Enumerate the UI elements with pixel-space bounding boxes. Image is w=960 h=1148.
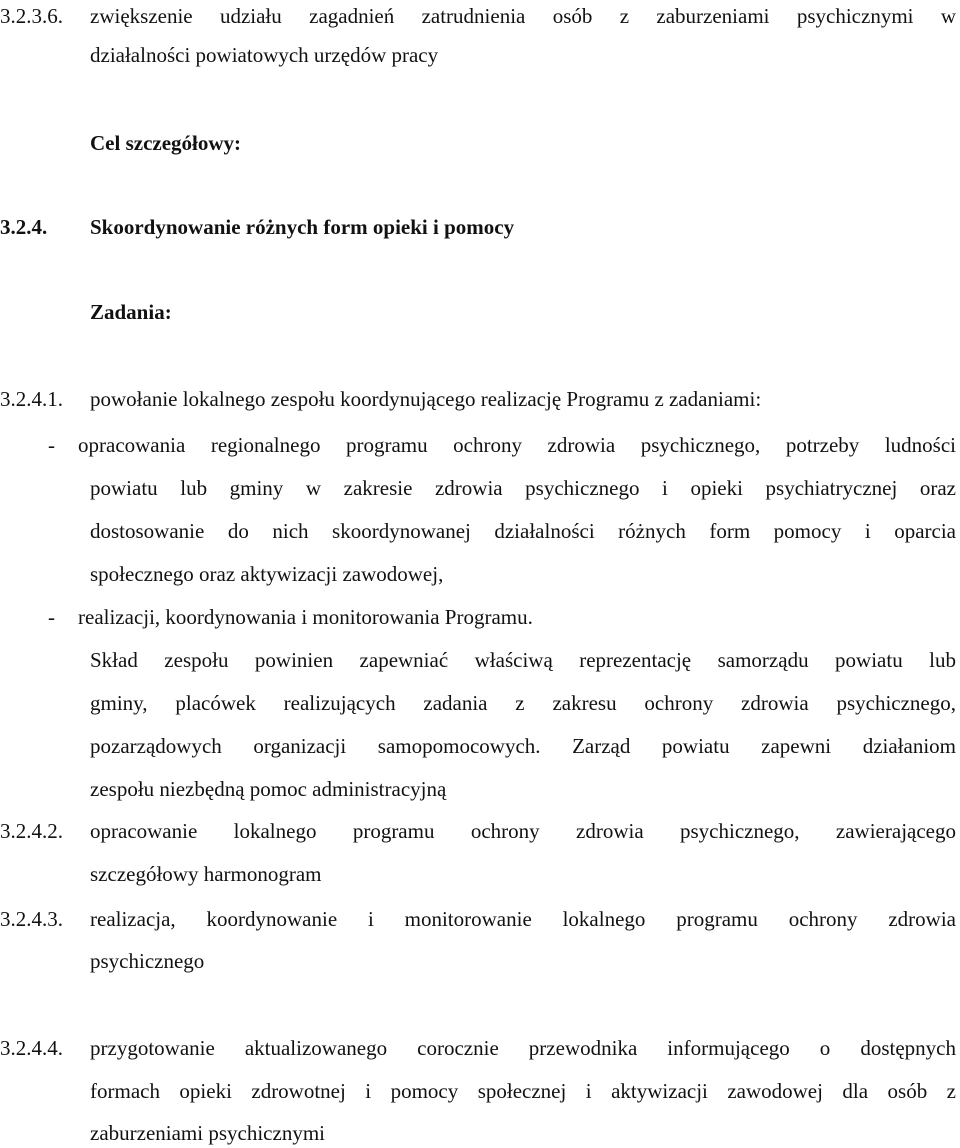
bullet-text-line: realizacji, koordynowania i monitorowania Programu.	[78, 605, 533, 629]
paragraph-line: pozarządowych organizacji samopomocowych. Zarząd powiatu zapewni działaniom	[90, 734, 956, 758]
paragraph-line: gminy, placówek realizujących zadania z zakresu ochrony zdrowia psychicznego,	[90, 691, 956, 715]
section-label-zadania: Zadania:	[90, 300, 172, 324]
paragraph-line: Skład zespołu powinien zapewniać właściwą reprezentację samorządu powiatu lub	[90, 648, 956, 672]
bullet-dash: -	[48, 605, 55, 629]
item-text-line: szczegółowy harmonogram	[90, 862, 322, 886]
item-text-line: powołanie lokalnego zespołu koordynującego realizację Programu z zadaniami:	[90, 387, 762, 411]
bullet-text-line: społecznego oraz aktywizacji zawodowej,	[90, 562, 444, 586]
bullet-text-line: powiatu lub gminy w zakresie zdrowia psychicznego i opieki psychiatrycznej oraz	[90, 476, 956, 500]
item-text-line: opracowanie lokalnego programu ochrony zdrowia psychicznego, zawierającego	[90, 819, 956, 843]
item-number: 3.2.4.	[0, 215, 48, 239]
item-number: 3.2.4.3.	[0, 907, 63, 931]
bullet-dash: -	[48, 433, 55, 457]
item-text-line: formach opieki zdrowotnej i pomocy społecznej i aktywizacji zawodowej dla osób z	[90, 1079, 956, 1103]
item-text-line: realizacja, koordynowanie i monitorowanie lokalnego programu ochrony zdrowia	[90, 907, 956, 931]
item-number: 3.2.4.2.	[0, 819, 63, 843]
bullet-text-line: opracowania regionalnego programu ochrony zdrowia psychicznego, potrzeby ludności	[78, 433, 956, 457]
section-label-cel: Cel szczegółowy:	[90, 131, 242, 155]
item-number: 3.2.3.6.	[0, 4, 63, 28]
bullet-text-line: dostosowanie do nich skoordynowanej działalności różnych form pomocy i oparcia	[90, 519, 956, 543]
item-title: Skoordynowanie różnych form opieki i pomocy	[90, 215, 515, 239]
item-text-line: psychicznego	[90, 949, 205, 973]
item-number: 3.2.4.4.	[0, 1036, 63, 1060]
item-number: 3.2.4.1.	[0, 387, 63, 411]
item-text-line: przygotowanie aktualizowanego corocznie przewodnika informującego o dostępnych	[90, 1036, 956, 1060]
item-text-line: działalności powiatowych urzędów pracy	[90, 43, 439, 67]
item-text-line: zwiększenie udziału zagadnień zatrudnienia osób z zaburzeniami psychicznymi w	[90, 4, 956, 28]
item-text-line: zaburzeniami psychicznymi	[90, 1121, 325, 1145]
paragraph-line: zespołu niezbędną pomoc administracyjną	[90, 777, 447, 801]
